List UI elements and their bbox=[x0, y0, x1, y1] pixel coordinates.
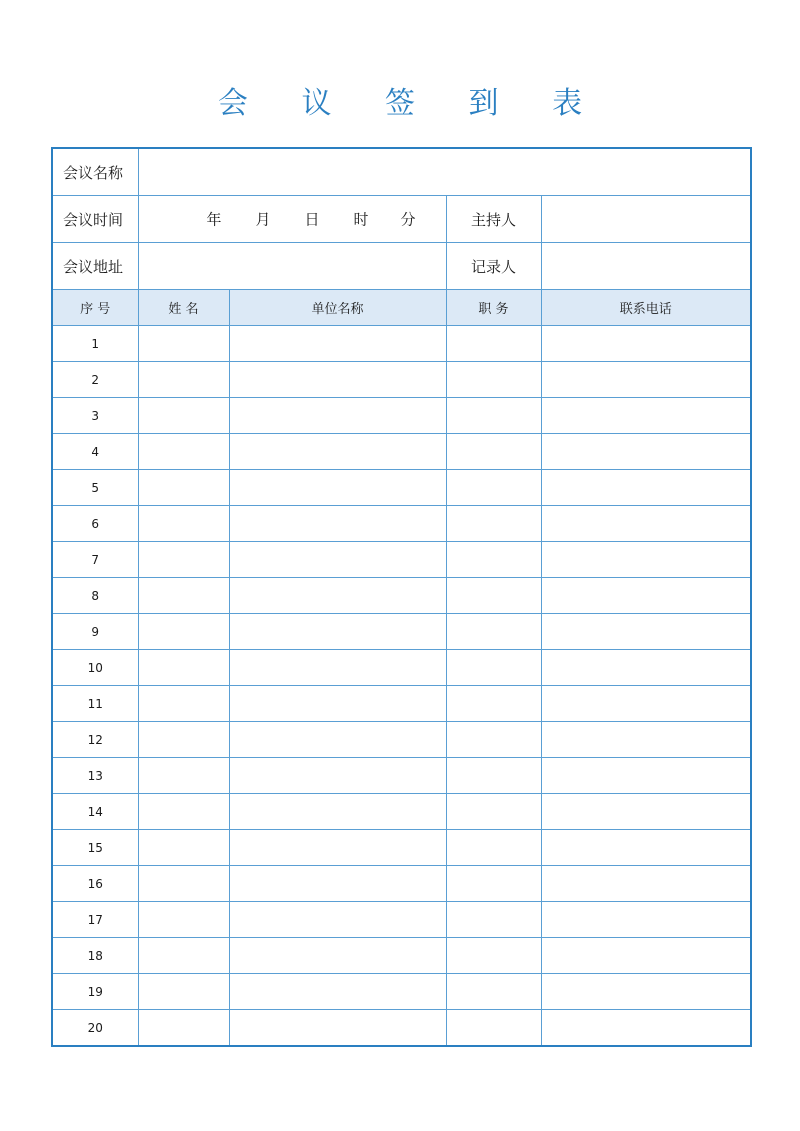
phone-cell[interactable] bbox=[541, 686, 751, 722]
meeting-name-label: 会议名称 bbox=[52, 148, 138, 196]
position-cell[interactable] bbox=[446, 1010, 541, 1047]
host-field[interactable] bbox=[541, 196, 751, 243]
row-number: 2 bbox=[52, 362, 138, 398]
row-number: 9 bbox=[52, 614, 138, 650]
recorder-field[interactable] bbox=[541, 243, 751, 290]
phone-cell[interactable] bbox=[541, 434, 751, 470]
phone-cell[interactable] bbox=[541, 974, 751, 1010]
organization-cell[interactable] bbox=[229, 722, 446, 758]
row-number: 3 bbox=[52, 398, 138, 434]
column-header-name: 姓 名 bbox=[138, 290, 229, 326]
table-row bbox=[52, 362, 751, 398]
month-unit: 月 bbox=[255, 210, 271, 229]
position-cell[interactable] bbox=[446, 686, 541, 722]
position-cell[interactable] bbox=[446, 830, 541, 866]
name-cell[interactable] bbox=[138, 326, 229, 362]
phone-cell[interactable] bbox=[541, 542, 751, 578]
row-number: 10 bbox=[52, 650, 138, 686]
sign-in-table bbox=[51, 147, 752, 1047]
table-row bbox=[52, 938, 751, 974]
meeting-place-row bbox=[52, 243, 751, 290]
table-row bbox=[52, 470, 751, 506]
organization-cell[interactable] bbox=[229, 434, 446, 470]
position-cell[interactable] bbox=[446, 614, 541, 650]
phone-cell[interactable] bbox=[541, 866, 751, 902]
organization-cell[interactable] bbox=[229, 398, 446, 434]
position-cell[interactable] bbox=[446, 542, 541, 578]
row-number: 1 bbox=[52, 326, 138, 362]
row-number: 4 bbox=[52, 434, 138, 470]
table-row bbox=[52, 326, 751, 362]
position-cell[interactable] bbox=[446, 938, 541, 974]
name-cell[interactable] bbox=[138, 686, 229, 722]
organization-cell[interactable] bbox=[229, 974, 446, 1010]
row-number: 5 bbox=[52, 470, 138, 506]
position-cell[interactable] bbox=[446, 974, 541, 1010]
name-cell[interactable] bbox=[138, 866, 229, 902]
table-row bbox=[52, 614, 751, 650]
row-number: 12 bbox=[52, 722, 138, 758]
meeting-time-row bbox=[52, 196, 751, 243]
name-cell[interactable] bbox=[138, 542, 229, 578]
table-row bbox=[52, 722, 751, 758]
table-row bbox=[52, 794, 751, 830]
day-unit: 日 bbox=[304, 210, 320, 229]
phone-cell[interactable] bbox=[541, 326, 751, 362]
table-row bbox=[52, 434, 751, 470]
table-row bbox=[52, 1010, 751, 1047]
position-cell[interactable] bbox=[446, 902, 541, 938]
organization-cell[interactable] bbox=[229, 362, 446, 398]
table-row bbox=[52, 506, 751, 542]
phone-cell[interactable] bbox=[541, 794, 751, 830]
name-cell[interactable] bbox=[138, 362, 229, 398]
name-cell[interactable] bbox=[138, 794, 229, 830]
phone-cell[interactable] bbox=[541, 506, 751, 542]
phone-cell[interactable] bbox=[541, 902, 751, 938]
name-cell[interactable] bbox=[138, 974, 229, 1010]
meeting-time-label: 会议时间 bbox=[52, 196, 138, 243]
position-cell[interactable] bbox=[446, 434, 541, 470]
organization-cell[interactable] bbox=[229, 326, 446, 362]
hour-unit: 时 bbox=[353, 210, 369, 229]
name-cell[interactable] bbox=[138, 506, 229, 542]
row-number: 15 bbox=[52, 830, 138, 866]
organization-cell[interactable] bbox=[229, 830, 446, 866]
organization-cell[interactable] bbox=[229, 866, 446, 902]
table-row bbox=[52, 650, 751, 686]
recorder-label: 记录人 bbox=[446, 243, 541, 290]
row-number: 18 bbox=[52, 938, 138, 974]
position-cell[interactable] bbox=[446, 506, 541, 542]
name-cell[interactable] bbox=[138, 758, 229, 794]
page-title: 会 议 签 到 表 bbox=[217, 86, 605, 121]
phone-cell[interactable] bbox=[541, 722, 751, 758]
table-row bbox=[52, 398, 751, 434]
phone-cell[interactable] bbox=[541, 938, 751, 974]
position-cell[interactable] bbox=[446, 722, 541, 758]
phone-cell[interactable] bbox=[541, 470, 751, 506]
position-cell[interactable] bbox=[446, 794, 541, 830]
table-row bbox=[52, 974, 751, 1010]
host-label: 主持人 bbox=[446, 196, 541, 243]
name-cell[interactable] bbox=[138, 650, 229, 686]
name-cell[interactable] bbox=[138, 470, 229, 506]
row-number: 7 bbox=[52, 542, 138, 578]
phone-cell[interactable] bbox=[541, 830, 751, 866]
phone-cell[interactable] bbox=[541, 362, 751, 398]
phone-cell[interactable] bbox=[541, 398, 751, 434]
position-cell[interactable] bbox=[446, 398, 541, 434]
name-cell[interactable] bbox=[138, 938, 229, 974]
organization-cell[interactable] bbox=[229, 938, 446, 974]
name-cell[interactable] bbox=[138, 434, 229, 470]
organization-cell[interactable] bbox=[229, 650, 446, 686]
phone-cell[interactable] bbox=[541, 650, 751, 686]
name-cell[interactable] bbox=[138, 902, 229, 938]
name-cell[interactable] bbox=[138, 830, 229, 866]
table-row bbox=[52, 542, 751, 578]
column-header-row bbox=[52, 290, 751, 326]
column-header-organization: 单位名称 bbox=[229, 290, 446, 326]
organization-cell[interactable] bbox=[229, 758, 446, 794]
row-number: 20 bbox=[52, 1010, 138, 1047]
position-cell[interactable] bbox=[446, 326, 541, 362]
position-cell[interactable] bbox=[446, 578, 541, 614]
name-cell[interactable] bbox=[138, 1010, 229, 1047]
organization-cell[interactable] bbox=[229, 470, 446, 506]
meeting-place-label: 会议地址 bbox=[52, 243, 138, 290]
position-cell[interactable] bbox=[446, 470, 541, 506]
meeting-name-field[interactable] bbox=[138, 148, 751, 196]
row-number: 17 bbox=[52, 902, 138, 938]
name-cell[interactable] bbox=[138, 614, 229, 650]
name-cell[interactable] bbox=[138, 398, 229, 434]
phone-cell[interactable] bbox=[541, 758, 751, 794]
year-unit: 年 bbox=[206, 210, 222, 229]
organization-cell[interactable] bbox=[229, 614, 446, 650]
meeting-name-row bbox=[52, 148, 751, 196]
row-number: 19 bbox=[52, 974, 138, 1010]
name-cell[interactable] bbox=[138, 722, 229, 758]
row-number: 6 bbox=[52, 506, 138, 542]
meeting-time-field[interactable] bbox=[138, 196, 446, 243]
row-number: 16 bbox=[52, 866, 138, 902]
phone-cell[interactable] bbox=[541, 578, 751, 614]
organization-cell[interactable] bbox=[229, 686, 446, 722]
column-header-index: 序 号 bbox=[52, 290, 138, 326]
position-cell[interactable] bbox=[446, 758, 541, 794]
row-number: 11 bbox=[52, 686, 138, 722]
minute-unit: 分 bbox=[400, 210, 416, 229]
position-cell[interactable] bbox=[446, 650, 541, 686]
position-cell[interactable] bbox=[446, 866, 541, 902]
table-row bbox=[52, 866, 751, 902]
organization-cell[interactable] bbox=[229, 1010, 446, 1047]
meeting-place-field[interactable] bbox=[138, 243, 446, 290]
table-row bbox=[52, 758, 751, 794]
column-header-phone: 联系电话 bbox=[541, 290, 751, 326]
name-cell[interactable] bbox=[138, 578, 229, 614]
row-number: 8 bbox=[52, 578, 138, 614]
organization-cell[interactable] bbox=[229, 794, 446, 830]
organization-cell[interactable] bbox=[229, 542, 446, 578]
column-header-position: 职 务 bbox=[446, 290, 541, 326]
table-row bbox=[52, 830, 751, 866]
phone-cell[interactable] bbox=[541, 1010, 751, 1047]
row-number: 14 bbox=[52, 794, 138, 830]
position-cell[interactable] bbox=[446, 362, 541, 398]
table-row bbox=[52, 578, 751, 614]
phone-cell[interactable] bbox=[541, 614, 751, 650]
organization-cell[interactable] bbox=[229, 902, 446, 938]
table-row bbox=[52, 686, 751, 722]
table-row bbox=[52, 902, 751, 938]
organization-cell[interactable] bbox=[229, 578, 446, 614]
organization-cell[interactable] bbox=[229, 506, 446, 542]
row-number: 13 bbox=[52, 758, 138, 794]
